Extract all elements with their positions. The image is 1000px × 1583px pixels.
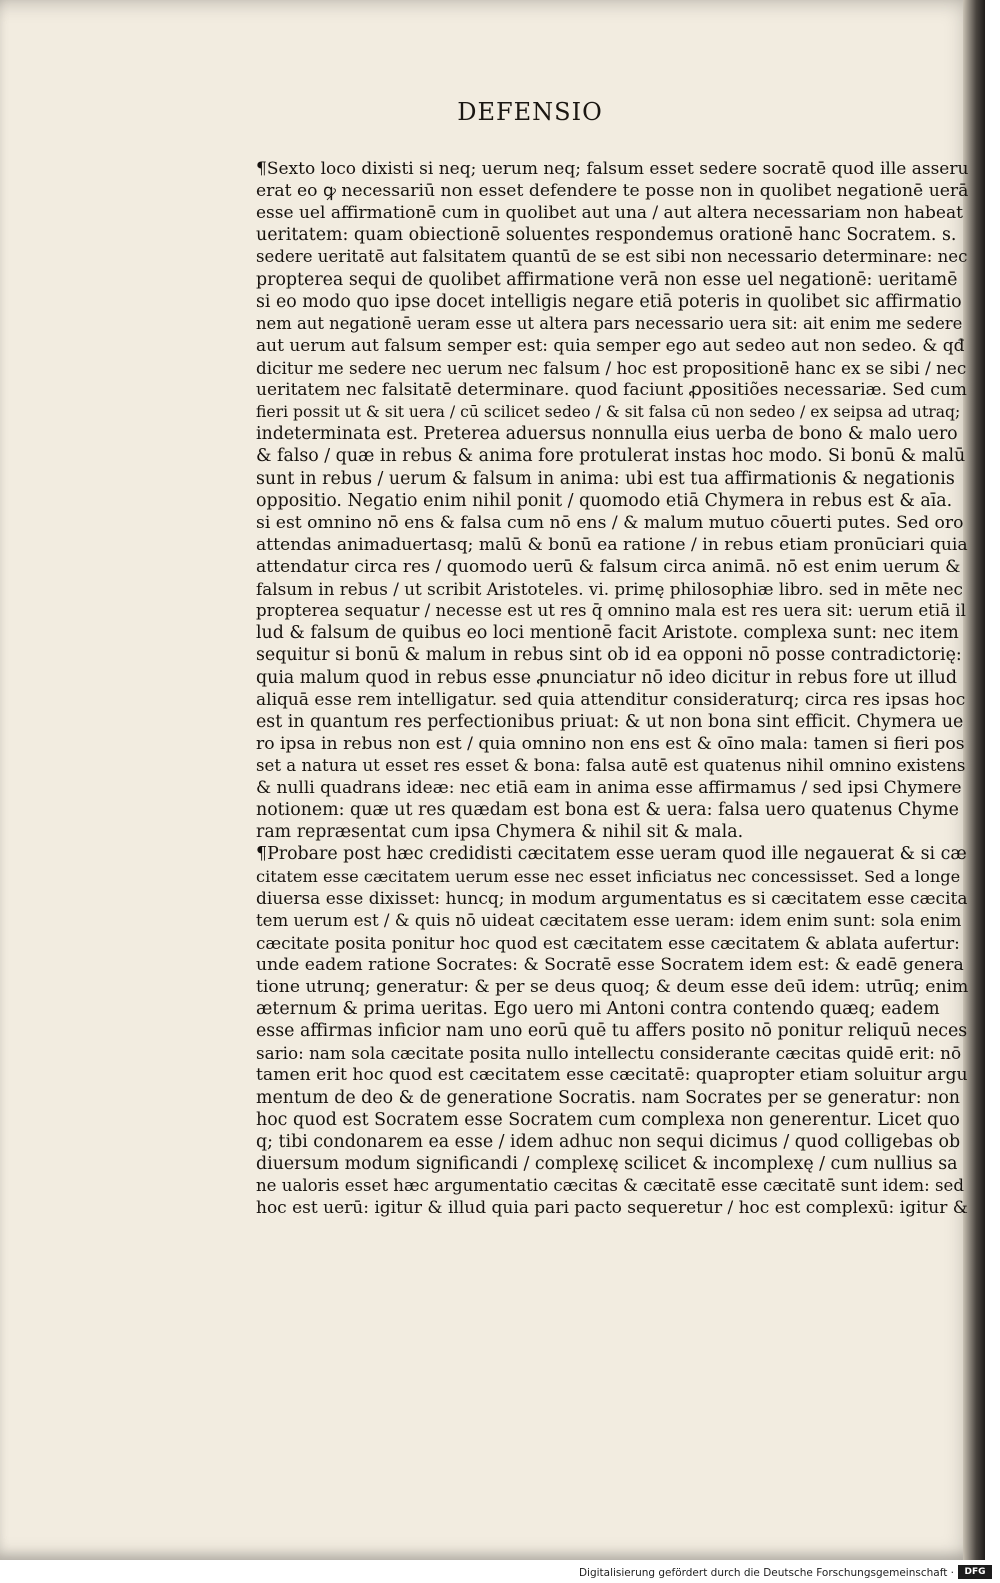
text-line: aliquā esse rem intelligatur. sed quia attenditur consideraturq; circa res ipsas hoc (256, 689, 966, 710)
body-text (256, 158, 968, 1219)
text-line: propterea sequi de quolibet affirmatione verā non esse uel negationē: ueritamē (256, 269, 958, 290)
text-line: falsum in rebus / ut scribit Aristoteles. vi. primę philosophiæ libro. sed in mēte nec (256, 579, 963, 600)
text-line: si est omnino nō ens & falsa cum nō ens / & malum mutuo cōuerti putes. Sed oro (256, 512, 964, 533)
text-line: erat eo ꝙ necessariū non esset defendere te posse non in quolibet negationē uerā (256, 181, 969, 202)
text-line: oppositio. Negatio enim nihil ponit / quomodo etiā Chymera in rebus est & aīa. (256, 490, 953, 511)
footer-bar (0, 1560, 1000, 1583)
text-line: propterea sequatur / necesse est ut res q̄ omnino mala est res uera sit: uerum etiā il (256, 601, 966, 621)
text-line: sedere ueritatē aut falsitatem quantū de se est sibi non necessario determinare: nec (256, 247, 968, 267)
text-line: tem uerum est / & quis nō uideat cæcitatem esse ueram: idem enim sunt: sola enim (256, 910, 962, 930)
text-line: cæcitate posita ponitur hoc quod est cæcitatem esse cæcitatem & ablata aufertur: (256, 932, 960, 953)
text-line: set a natura ut esset res esset & bona: falsa autē est quatenus nihil omnino existens (256, 755, 966, 775)
text-line: aut uerum aut falsum semper est: quia semper ego aut sedeo aut non sedeo. & qđ (256, 335, 965, 356)
text-line: hoc est uerū: igitur & illud quia pari pacto sequeretur / hoc est complexū: igitur & (256, 1198, 968, 1219)
text-line: nem aut negationē ueram esse ut altera pars necessario uera sit: ait enim me sedere (256, 313, 963, 333)
text-line: & nulli quadrans ideæ: nec etiā eam in anima esse affirmamus / sed ipsi Chymere (256, 778, 962, 799)
text-line: sunt in rebus / uerum & falsum in anima: ubi est tua affirmationis & negationis (256, 468, 955, 489)
funding-credit: Digitalisierung gefördert durch die Deutsche Forschungsgemeinschaft · (578, 1567, 954, 1579)
text-line: fieri possit ut & sit uera / cū scilicet sedeo / & sit falsa cū non sedeo / ex seipsa ad utraq; (256, 403, 961, 422)
text-line: hoc quod est Socratem esse Socratem cum complexa non generentur. Licet quo (256, 1109, 960, 1130)
text-line: ueritatem: quam obiectionē soluentes respondemus orationē hanc Socratem. s. (256, 225, 957, 246)
text-line: diuersa esse dixisset: huncq; in modum argumentatus es si cæcitatem esse cæcita (256, 888, 968, 909)
text-line: ne ualoris esset hæc argumentatio cæcitas & cæcitatē esse cæcitatē sunt idem: sed (256, 1176, 964, 1196)
text-line: esse uel affirmationē cum in quolibet aut una / aut altera necessariam non habeat (256, 203, 963, 224)
text-line: unde eadem ratione Socrates: & Socratē esse Socratem idem est: & eadē genera (256, 954, 964, 975)
text-line: citatem esse cæcitatem uerum esse nec esset inficiatus nec concessisset. Sed a longe (256, 866, 961, 886)
text-line: sario: nam sola cæcitate posita nullo intellectu considerante cæcitas quidē erit: nō (256, 1043, 962, 1064)
text-line: esse affirmas inficior nam uno eorū quē tu affers posito nō ponitur reliquū neces (256, 1021, 968, 1042)
text-line: æternum & prima ueritas. Ego uero mi Antoni contra contendo quæq; eadem (256, 999, 940, 1020)
text-line: ¶Sexto loco dixisti si neq; uerum neq; falsum esset sedere socratē quod ille asseru (256, 159, 969, 179)
text-line: ro ipsa in rebus non est / quia omnino non ens est & oīno mala: tamen si fieri pos (256, 733, 965, 754)
text-line: diuersum modum significandi / complexę scilicet & incomplexę / cum nullius sa (256, 1153, 958, 1174)
text-line: tamen erit hoc quod est cæcitatem esse cæcitatē: quapropter etiam soluitur argu (256, 1065, 968, 1086)
page-heading: DEFENSIO (457, 98, 603, 126)
text-line: attendas animaduertasq; malū & bonū ea ratione / in rebus etiam pronūciari quia (256, 534, 968, 555)
text-line: ueritatem nec falsitatē determinare. quod faciunt ꝓpositiões necessariæ. Sed cum (256, 380, 967, 401)
text-line: est in quantum res perfectionibus priuat: & ut non bona sint efficit. Chymera ue (256, 711, 964, 732)
dfg-logo-icon: DFG (958, 1565, 992, 1579)
text-line: mentum de deo & de generatione Socratis. nam Socrates per se generatur: non (256, 1087, 960, 1108)
text-line: & falso / quæ in rebus & anima fore protulerat instas hoc modo. Si bonū & malū (256, 446, 966, 467)
text-line: dicitur me sedere nec uerum nec falsum / hoc est propositionē hanc ex se sibi / nec (256, 357, 967, 378)
text-line: quia malum quod in rebus esse ꝓnunciatur nō ideo dicitur in rebus fore ut illud (256, 667, 957, 688)
text-line: attendatur circa res / quomodo uerū & falsum circa animā. nō est enim uerum & (256, 556, 961, 577)
text-line: sequitur si bonū & malum in rebus sint ob id ea opponi nō posse contradictorię: (256, 645, 962, 666)
text-line: lud & falsum de quibus eo loci mentionē facit Aristote. complexa sunt: nec item (256, 623, 959, 644)
text-line: tione utrunq; generatur: & per se deus quoq; & deum esse deū idem: utrūq; enim (256, 977, 969, 998)
text-line: indeterminata est. Preterea aduersus nonnulla eius uerba de bono & malo uero (256, 424, 958, 445)
text-line: notionem: quæ ut res quædam est bona est & uera: falsa uero quatenus Chyme (256, 800, 959, 821)
text-line: ¶Probare post hæc credidisti cæcitatem esse ueram quod ille negauerat & si cæ (256, 844, 967, 865)
text-line: q; tibi condonarem ea esse / idem adhuc non sequi dicimus / quod colligebas ob (256, 1131, 961, 1152)
text-line: ram repræsentat cum ipsa Chymera & nihil sit & mala. (256, 822, 744, 843)
text-line: si eo modo quo ipse docet intelligis negare etiā poteris in quolibet sic affirmatio (256, 291, 962, 312)
